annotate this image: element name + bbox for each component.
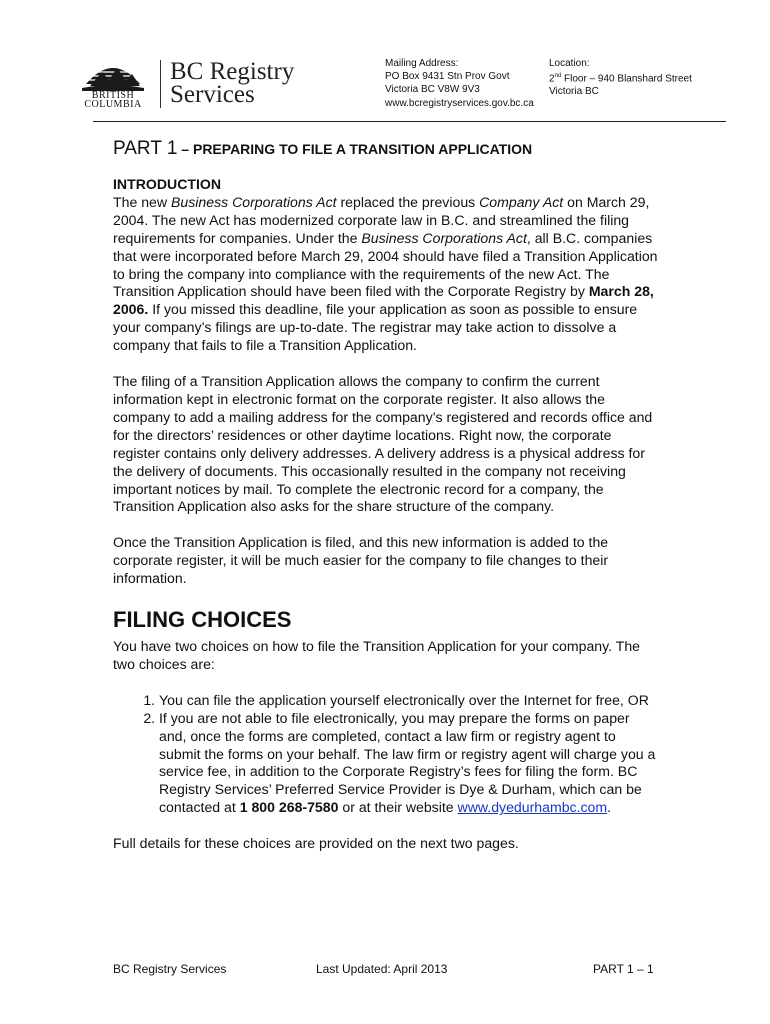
list-item: 1. You can file the application yourself electronically over the Internet for free, OR [159,692,658,710]
part-label: PART 1 [113,138,178,159]
logo-divider [160,60,161,108]
phone-number: 1 800 268-7580 [239,799,339,816]
floor-number: 2 [549,73,555,85]
footer-page-number: PART 1 – 1 [593,962,654,976]
text-run: If you are not able to file electronically, you may prepare the forms on paper and, once the forms are completed, contact a law firm or registry agent to submit the forms on your behalf. The law firm or registry agent will charge you a service fee, in addition to the Corporate Registry’s fees for filing the form. BC Registry Services’ Preferred Service Provider is Dye & Durham, which can be contacted at [159,709,656,816]
intro-paragraph-1 [113,194,658,355]
act-name: Business Corporations Act [361,229,527,246]
location-address [549,57,692,98]
mailing-line-2: Victoria BC V8W 9V3 [385,84,480,95]
dye-durham-link[interactable]: www.dyedurhambc.com [457,799,608,816]
text-run: , all B.C. companies that were incorporated before March 29, 2004 should have filed a Transition Application to bring the company into compliance with the requirements of the new Act. The Transition Application should have been filed with the Corporate Registry by [113,229,658,300]
filing-intro: You have two choices on how to file the Transition Application for your company. The two choices are: [113,638,640,672]
intro-paragraph-3: Once the Transition Application is filed, and this new information is added to the corporate register, it will be much easier for the company to file changes to their information. [113,534,609,587]
website-text: www.bcregistryservices.gov.bc.ca [385,98,534,109]
logo-registry-line-1: BC Registry [170,58,295,85]
logo-line-2: COLUMBIA [84,99,142,110]
mailing-address [385,57,510,96]
text-run: or at their website [338,799,458,816]
intro-paragraph-2: The filing of a Transition Application allows the company to confirm the current information kept in electronic format on the corporate register. It also allows the company to add a mailing address for the company’s registered and records office and for the directors’ residences or other daytime locations. Right now, the corporate register contains only delivery addresses. A delivery address is a physical address for the delivery of documents. This occasionally resulted in the company not receiving important notices by mail. To complete the electronic record for a company, the Transition Application also asks for the share structure of the company. [113,373,653,515]
introduction-heading: INTRODUCTION [113,176,222,192]
text-run: replaced the previous [336,193,480,210]
logo-registry-line-2: Services [170,81,255,108]
act-name: Company Act [479,193,564,210]
deadline-date: March 28, 2006. [113,283,654,318]
act-name: Business Corporations Act [170,193,337,210]
part-subtitle: – PREPARING TO FILE A TRANSITION APPLICATION [177,141,533,157]
filing-closing: Full details for these choices are provided on the next two pages. [113,835,519,852]
location-street: Floor – 940 Blanshard Street [561,73,692,85]
text-run: . [607,799,612,816]
document-body [113,176,658,853]
location-line-2: Victoria BC [549,86,599,98]
text-run: on March 29, 2004. The new Act has modernized corporate law in B.C. and streamlined the filing requirements for companies. Under the [113,193,650,246]
bc-government-logo [72,58,154,108]
mailing-line-1: PO Box 9431 Stn Prov Govt [385,71,510,82]
floor-suffix: nd [554,73,562,79]
location-line-1 [549,70,692,85]
list-item [159,710,658,817]
text-run: If you missed this deadline, file your application as soon as possible to ensure your company’s filings are up-to-date. The registrar may take action to dissolve a company that fails to file a Transition Application. [113,301,638,354]
page-header [0,0,770,125]
page-title [113,138,532,160]
filing-choices-heading: FILING CHOICES [113,607,292,633]
sun-mountain-icon [72,58,154,92]
filing-choices-list [113,692,658,817]
text-run: The new [113,193,171,210]
location-label: Location: [549,58,590,69]
logo-line-1: BRITISH [91,90,135,101]
header-rule [93,121,726,122]
footer-center: Last Updated: April 2013 [316,962,448,976]
mailing-label: Mailing Address: [385,58,459,69]
bc-registry-services-logo [170,60,294,106]
footer-left: BC Registry Services [113,962,227,976]
